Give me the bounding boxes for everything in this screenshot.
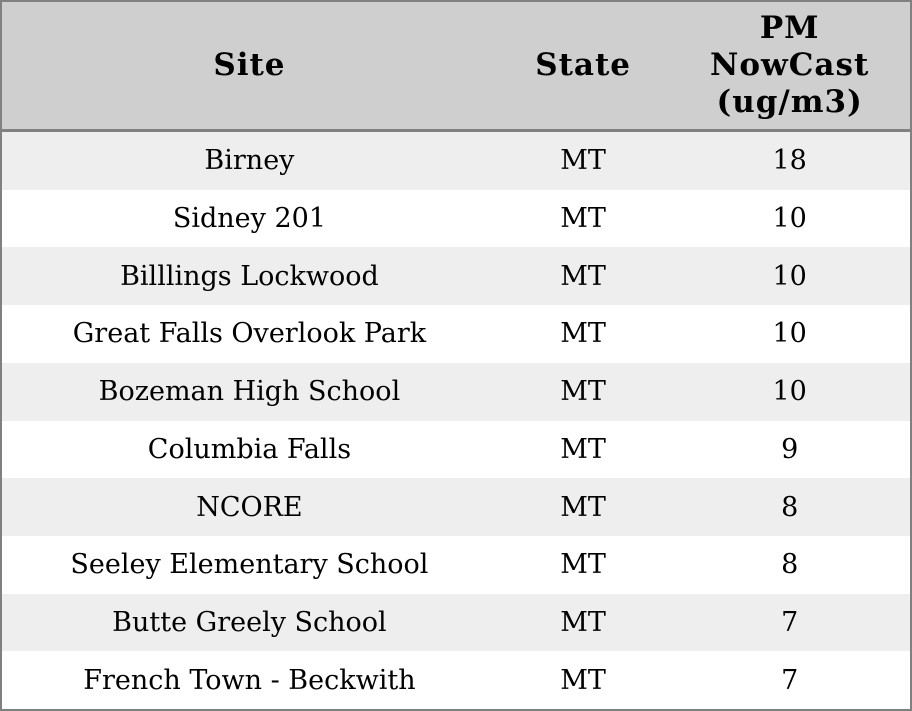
column-header-pm-nowcast — [669, 10, 910, 122]
state-cell: MT — [560, 433, 606, 465]
site-cell: NCORE — [196, 491, 303, 523]
table-row — [2, 305, 910, 363]
state-cell: MT — [560, 549, 606, 581]
site-cell: Columbia Falls — [147, 433, 352, 465]
state-cell: MT — [560, 664, 606, 696]
pm-nowcast-value-cell: 10 — [772, 203, 807, 235]
table-row — [2, 190, 910, 248]
state-cell: MT — [560, 318, 606, 350]
site-cell: Sidney 201 — [172, 203, 326, 235]
pm-nowcast-value-cell: 10 — [772, 376, 807, 408]
table-row — [2, 536, 910, 594]
table-row — [2, 247, 910, 305]
pm-nowcast-value-cell: 8 — [781, 491, 799, 523]
pm-nowcast-value-cell: 9 — [781, 433, 799, 465]
column-header-site: Site — [213, 46, 286, 83]
table-row — [2, 132, 910, 190]
pm-nowcast-value-cell: 10 — [772, 318, 807, 350]
state-cell: MT — [560, 376, 606, 408]
column-header-pm-nowcast-label: PM NowCast (ug/m3) — [710, 9, 870, 121]
site-cell: Seeley Elementary School — [70, 549, 429, 581]
table-row — [2, 363, 910, 421]
site-cell: French Town - Beckwith — [83, 664, 416, 696]
pm-nowcast-value-cell: 7 — [781, 664, 799, 696]
state-cell: MT — [560, 203, 606, 235]
state-cell: MT — [560, 606, 606, 638]
pm-nowcast-value-cell: 7 — [781, 606, 799, 638]
table-row — [2, 651, 910, 709]
table-header — [2, 2, 910, 132]
table-row — [2, 594, 910, 652]
site-cell: Great Falls Overlook Park — [72, 318, 427, 350]
column-header-state: State — [535, 46, 632, 83]
table-row — [2, 478, 910, 536]
pm-nowcast-value-cell: 10 — [772, 260, 807, 292]
site-cell: Birney — [204, 145, 295, 177]
site-cell: Butte Greely School — [112, 606, 387, 638]
state-cell: MT — [560, 260, 606, 292]
state-cell: MT — [560, 145, 606, 177]
pm-nowcast-value-cell: 8 — [781, 549, 799, 581]
pm-nowcast-value-cell: 18 — [772, 145, 807, 177]
site-cell: Bozeman High School — [98, 376, 401, 408]
table-row — [2, 421, 910, 479]
site-cell: Billlings Lockwood — [120, 260, 379, 292]
table-body — [2, 132, 910, 709]
state-cell: MT — [560, 491, 606, 523]
